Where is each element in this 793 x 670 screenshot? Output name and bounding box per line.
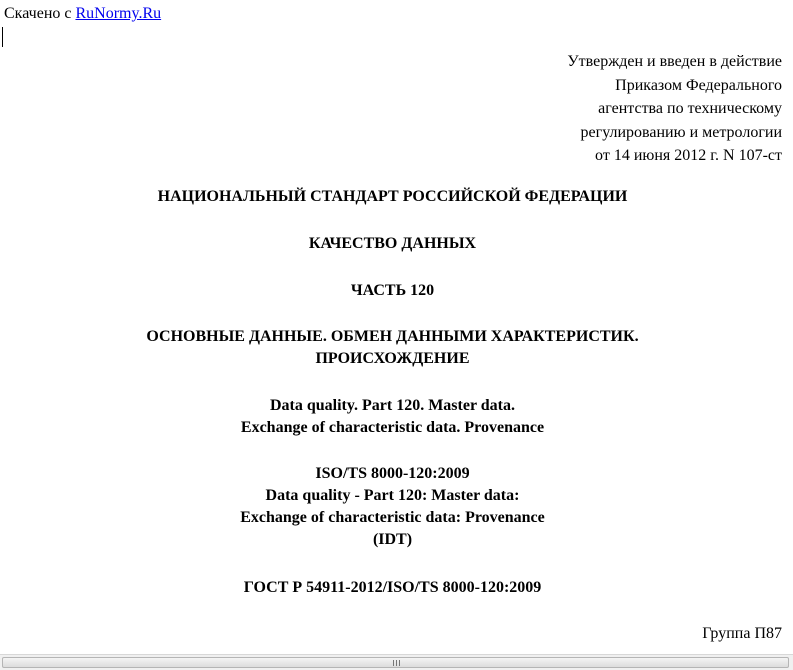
iso-title-line: Exchange of characteristic data: Provenance bbox=[240, 509, 545, 526]
approval-block bbox=[567, 50, 782, 168]
text-cursor bbox=[2, 27, 3, 47]
approval-line: Утвержден и введен в действие bbox=[567, 53, 782, 70]
classification-group: Группа П87 bbox=[702, 625, 782, 642]
standard-type-heading: НАЦИОНАЛЬНЫЙ СТАНДАРТ РОССИЙСКОЙ ФЕДЕРАЦИИ bbox=[157, 188, 628, 205]
part-heading: ЧАСТЬ 120 bbox=[350, 282, 435, 299]
source-prefix: Скачено с bbox=[4, 5, 76, 22]
horizontal-scrollbar[interactable] bbox=[0, 654, 793, 670]
approval-line: от 14 июня 2012 г. N 107-ст bbox=[595, 147, 782, 164]
runormy-link[interactable]: RuNormy.Ru bbox=[75, 5, 162, 22]
subtitle-line: ОСНОВНЫЕ ДАННЫЕ. ОБМЕН ДАННЫМИ ХАРАКТЕРИСТИК. bbox=[146, 328, 639, 345]
english-title-block bbox=[0, 395, 785, 439]
source-notice bbox=[4, 4, 161, 24]
approval-line: Приказом Федерального bbox=[615, 76, 782, 94]
iso-block bbox=[0, 463, 785, 551]
iso-title-line: Data quality - Part 120: Master data: bbox=[265, 487, 520, 504]
scrollbar-thumb[interactable] bbox=[2, 657, 789, 668]
english-title-line: Exchange of characteristic data. Provenance bbox=[240, 419, 545, 436]
iso-equivalence: (IDT) bbox=[372, 531, 413, 548]
approval-line: регулированию и метрологии bbox=[580, 123, 782, 141]
gost-designation: ГОСТ Р 54911-2012/ISO/TS 8000-120:2009 bbox=[243, 579, 542, 596]
approval-line: агентства по техническому bbox=[598, 100, 782, 117]
document-title: КАЧЕСТВО ДАННЫХ bbox=[308, 235, 477, 252]
iso-code: ISO/TS 8000-120:2009 bbox=[315, 465, 470, 482]
subtitle-line: ПРОИСХОЖДЕНИЕ bbox=[315, 350, 470, 367]
subtitle-block bbox=[0, 326, 785, 370]
english-title-line: Data quality. Part 120. Master data. bbox=[269, 397, 515, 414]
grip-icon bbox=[393, 660, 402, 666]
